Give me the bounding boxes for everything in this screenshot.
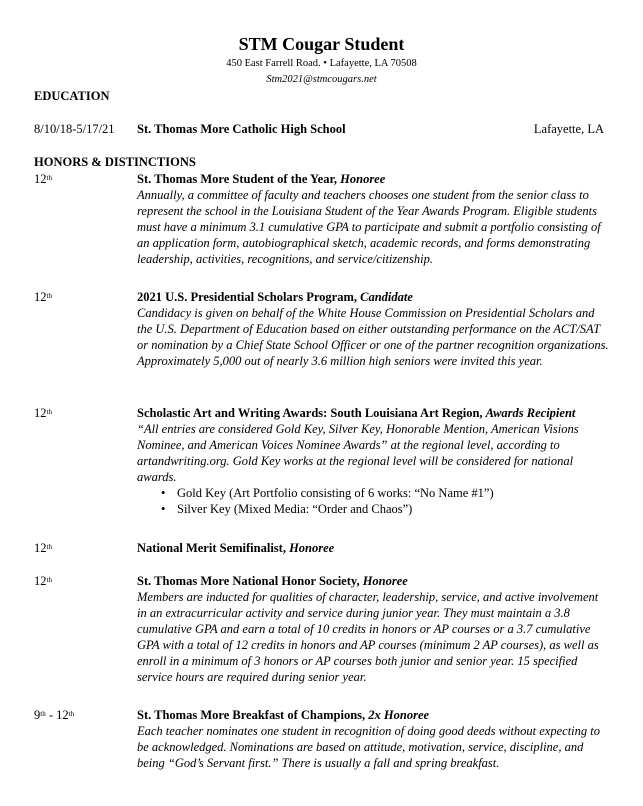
address: 450 East Farrell Road. • Lafayette, LA 70508	[226, 58, 417, 69]
honor-title: 2021 U.S. Presidential Scholars Program, Candidate	[137, 290, 413, 304]
honor-description: Candidacy is given on behalf of the White House Commission on Presidential Scholars and the U.S. Department of Education based on either outstanding performance on the ACT/SAT or nomination by a Chief State School Officer or one of the partner recognition organizations. Approximately 5,000 out of nearly 3.6 million high seniors were invited this year.	[137, 306, 609, 368]
education-dates: 8/10/18-5/17/21	[34, 122, 115, 136]
honor-grade: 12th	[34, 290, 52, 304]
honor-title: St. Thomas More National Honor Society, Honoree	[137, 574, 408, 588]
award-list	[137, 485, 611, 517]
education-heading: EDUCATION	[34, 89, 110, 103]
honor-description: Members are inducted for qualities of character, leadership, service, and active involvement in an extracurricular activity and service during junior year. They must maintain a 3.8 cumulative GPA and earn a total of 10 credits in honors or AP courses or a 3.7 cumulative GPA with a total of 12 credits in honors and AP courses (minimum 2 AP courses), as well as enroll in a minimum of 3 honors or AP courses both junior and senior year. 15 specified service hours are required during senior year.	[137, 590, 599, 684]
honor-grade: 12th	[34, 574, 52, 588]
honor-description: “All entries are considered Gold Key, Silver Key, Honorable Mention, American Visions Nominee, and American Voices Nominee Awards” at the regional level, according to artandwriting.org. Gold Key works at the regional level will be considered for national awards.	[137, 422, 579, 484]
honor-description: Annually, a committee of faculty and teachers chooses one student from the senior class to represent the school in the Louisiana Student of the Year Awards Program. Eligible students must have a minimum 3.1 cumulative GPA to participate and submit a portfolio consisting of an application form, autobiographical sketch, academic records, and forms demonstrating leadership, activities, recognitions, and service/citizenship.	[137, 188, 601, 266]
email: Stm2021@stmcougars.net	[266, 74, 377, 85]
honor-role: Awards Recipient	[485, 406, 576, 420]
honor-role: 2x Honoree	[368, 708, 430, 722]
honor-grade: 9th - 12th	[34, 708, 75, 722]
student-name: STM Cougar Student	[238, 34, 405, 54]
honor-description: Each teacher nominates one student in recognition of doing good deeds without expecting to be acknowledged. Nominations are based on attitude, motivation, service, discipline, and being “God’s Servant first.” There is usually a fall and spring breakfast.	[137, 724, 600, 770]
award-bullet: • Gold Key (Art Portfolio consisting of 6 works: “No Name #1”)	[161, 485, 611, 501]
honor-grade: 12th	[34, 541, 52, 555]
honor-title: St. Thomas More Student of the Year, Honoree	[137, 172, 386, 186]
honor-title: National Merit Semifinalist, Honoree	[137, 541, 335, 555]
education-school: St. Thomas More Catholic High School	[137, 122, 346, 136]
award-bullet: • Silver Key (Mixed Media: “Order and Chaos”)	[161, 501, 611, 517]
honor-title: St. Thomas More Breakfast of Champions, 2x Honoree	[137, 708, 430, 722]
honor-grade: 12th	[34, 172, 52, 186]
education-location: Lafayette, LA	[533, 122, 604, 136]
honor-role: Honoree	[340, 172, 386, 186]
honor-role: Honoree	[289, 541, 335, 555]
honor-role: Honoree	[362, 574, 408, 588]
honors-heading: HONORS & DISTINCTIONS	[34, 155, 196, 169]
honor-grade: 12th	[34, 406, 52, 420]
honor-title: Scholastic Art and Writing Awards: South Louisiana Art Region, Awards Recipient	[137, 406, 576, 420]
honor-role: Candidate	[360, 290, 413, 304]
education-row	[34, 121, 604, 137]
